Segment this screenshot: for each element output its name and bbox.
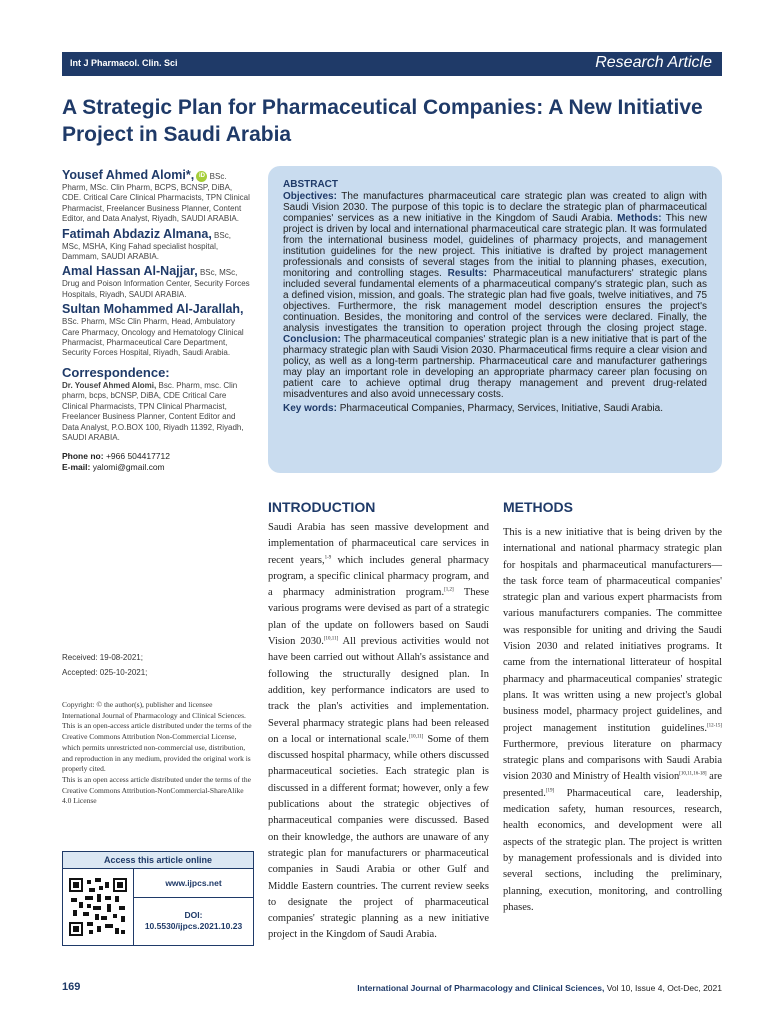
journal-header-bar	[62, 52, 722, 76]
author-entry	[62, 168, 250, 225]
intro-text: These various programs were devised as part of a strategic plan of the update on followers based on Saudi Vision 2030.	[268, 587, 489, 648]
correspondence-block	[62, 381, 250, 443]
methods-body	[503, 525, 722, 916]
author-details: BSc, MSc, MSHA, King Fahad specialist hospital, Dammam, SAUDI ARABIA.	[62, 230, 231, 262]
journal-url-link[interactable]: www.ijpcs.net	[133, 868, 253, 898]
methods-text: are presented.	[503, 771, 722, 799]
accepted-date: Accepted: 025-10-2021;	[62, 668, 148, 677]
author-entry	[62, 227, 250, 263]
author-name: Yousef Ahmed Alomi*,	[62, 168, 195, 182]
citation-ref[interactable]: [12-15]	[707, 723, 722, 729]
correspondence-heading: Correspondence:	[62, 364, 170, 380]
results-text: Pharmaceutical manufacturers' strategic plans included several fundamental elements of a pharmaceutical company's strategic plan, such as a defined vision, mission, and goals. The strategic plan had five goals, twelve initiatives, and 75 objectives. Furthermore, the risk management model description ensures the project's continuation. Besides, the monitoring and control of the services were declared. Finally, the analysis investigates the transition to operation project through the closing project stage.	[283, 268, 708, 334]
objectives-label: Objectives:	[283, 191, 337, 202]
objectives-text: The manufactures pharmaceutical care strategic plan was created to align with Saudi Vision 2030. The purpose of this topic is to declare the strategic plan of pharmaceutical companies' services as a new initiative in the Kingdom of Saudi Arabia.	[283, 191, 707, 224]
abstract-body	[283, 191, 707, 400]
access-article-box	[62, 851, 254, 946]
keywords-line	[283, 403, 707, 414]
license-text: This is an open access article distributed under the terms of the Creative Commons Attribution-NonCommercial-ShareAlike 4.0 License	[62, 774, 251, 806]
article-type-label: Research Article	[595, 54, 712, 71]
author-details: BSc. Pharm, MSc. Clin Pharm, BCPS, BCNSP, DiBA, CDE. Critical Care Clinical Pharmacists, TPN Clinical Pharmacist, Freelancer Business Planner, Content Editor, and Data Analyst, Riyadh, SAUDI ARABIA.	[62, 172, 250, 224]
orcid-icon[interactable]: iD	[196, 171, 207, 182]
copyright-text: Copyright: © the author(s), publisher and licensee International Journal of Pharmacology and Clinical Sciences. This is an open-access article distributed under the terms of the Creative Commons Attribution Non-Commercial License, which permits unrestricted non-commercial use, distribution, and reproduction in any medium, provided the original work is properly cited.	[62, 700, 252, 774]
methods-text: This new project is driven by local and international pharmaceutical care strategic plan. It was formulated from the international business model, guidelines of pharmacy projects, and management institution guidelines for the new project. This initiative is drafted by project management professionals and consists of several stages from the initial to planning phases, execution, monitoring and controlling stages.	[283, 213, 707, 279]
citation-ref[interactable]: [10,11]	[408, 734, 424, 740]
author-entry	[62, 264, 250, 300]
conclusion-text: The pharmaceutical companies' strategic plan is a new initiative that is part of the pharmacy strategic plan with Saudi Vision 2030. Pharmaceutical firms require a clear vision and policy, as well as a long-term partnership. Pharmaceutical care and manufacturer gatherings may play an important role in developing an appropriate pharmacy career plan focusing on patient care to achieve optimal drug therapy management and prevent drug-related misadventures and also avoid unnecessary costs.	[283, 334, 707, 400]
footer-journal-citation	[357, 983, 722, 993]
doi-link[interactable]	[133, 898, 253, 945]
doi-value: 10.5530/ijpcs.2021.10.23	[144, 921, 243, 931]
author-name: Sultan Mohammed Al-Jarallah,	[62, 302, 244, 317]
footer-journal-name: International Journal of Pharmacology and Clinical Sciences,	[357, 983, 605, 993]
citation-ref[interactable]: [19]	[545, 788, 555, 794]
phone-label: Phone no:	[62, 451, 104, 462]
correspondence-name: Dr. Yousef Ahmed Alomi,	[62, 380, 157, 390]
citation-ref[interactable]: [10,11,16-18]	[679, 771, 707, 777]
introduction-body	[268, 520, 489, 944]
intro-text: Some of them discussed hospital pharmacy, while others discussed pharmaceutical societies. Each strategic plan is discussed in a different format; however, only a few publications about the strategic objectives of pharmaceutical companies were discussed. Based on their knowledge, the authors are unaware of any strategic plan for manufacturers or pharmaceutical companies in Saudi Arabia or other Gulf and Middle Eastern countries. The current review seeks to designate the project of pharmaceutical companies' strategic planning as a new initiative project in the Kingdom of Saudi Arabia.	[268, 733, 489, 941]
citation-ref[interactable]: [10,11]	[323, 636, 339, 642]
qr-code-icon[interactable]	[69, 878, 127, 936]
methods-text: Pharmaceutical care, leadership, medication safety, human resources, research, health economics, and development were all aspects of the strategic plan. The project is written by management professionals and is divided into several sections, including the preliminary, planning, execution, monitoring, and controlling phases.	[503, 787, 722, 913]
email-label: E-mail:	[62, 462, 91, 473]
author-name: Amal Hassan Al-Najjar,	[62, 264, 198, 279]
author-entry	[62, 302, 250, 359]
page-number: 169	[62, 981, 81, 993]
methods-text: Furthermore, previous literature on pharmacy strategic plans and comparisons with Saudi Arabia vision 2030 and Ministry of Health vision	[503, 738, 722, 783]
correspondence-details: Bsc. Pharm, msc. Clin pharm, bcps, bCNSP, DiBA, CDE Critical Care Clinical Pharmacists, TPN Clinical Pharmacist, Freelancer Business Planner, Content Editor and Data Analyst, P.O.BOX 100, Riyadh 11392, Riyadh, SAUDI ARABIA.	[62, 380, 244, 442]
citation-ref[interactable]: 1-9	[324, 555, 332, 561]
abstract-heading: ABSTRACT	[283, 179, 338, 190]
phone-number: +966 504417712	[105, 451, 170, 462]
methods-heading: METHODS	[503, 499, 573, 515]
citation-ref[interactable]: [1,2]	[444, 587, 454, 593]
article-dates	[62, 650, 147, 680]
intro-text: Saudi Arabia has seen massive development and implementation of pharmaceutical care services in recent years,	[268, 522, 489, 566]
author-details: BSc, MSc, Drug and Poison Information Center, Security Forces Hospitals, Riyadh, SAUDI ARABIA.	[62, 268, 250, 299]
access-heading: Access this article online	[63, 852, 253, 869]
footer-issue: Vol 10, Issue 4, Oct-Dec, 2021	[604, 983, 722, 993]
email-link[interactable]: yalomi@gmail.com	[92, 462, 165, 473]
journal-abbreviation: Int J Pharmacol. Clin. Sci	[70, 58, 178, 68]
author-list	[62, 168, 250, 473]
received-date: Received: 19-08-2021;	[62, 653, 143, 662]
author-details: BSc. Pharm, MSc Clin Pharm, Head, Ambulatory Care Pharmacy, Oncology and Hematology Clinical Pharmacist, Pharmaceutical Care Department, Security Forces Hospital, Riyadh, Saudi Arabia.	[62, 317, 244, 358]
abstract-box	[268, 166, 722, 473]
intro-text: All previous activities would not have been carried out without Allah's assistance and following the structurally designed plan. In addition, key performance indicators are used to track the plan's activities and implementation. Several pharmacy strategic plans had been released on a local or international scale.	[268, 636, 489, 745]
article-title: A Strategic Plan for Pharmaceutical Companies: A New Initiative Project in Saudi Arabia	[62, 96, 703, 146]
author-name: Fatimah Abdaziz Almana,	[62, 226, 212, 241]
contact-info	[62, 451, 250, 473]
methods-label: Methods:	[617, 213, 662, 224]
intro-text: which includes general pharmacy program, a specific clinical pharmacy program, and a pharmacy administration program.	[268, 554, 489, 599]
keywords-text: Pharmaceutical Companies, Pharmacy, Services, Initiative, Saudi Arabia.	[339, 403, 663, 414]
conclusion-label: Conclusion:	[283, 334, 341, 345]
methods-text: This is a new initiative that is being driven by the international and national pharmacy strategic plan for hospitals and pharmaceutical manufacturers—the task force team of pharmaceutical companies' strategic plan and various expert pharmacists from various manufacturers companies. The committee was responsible for uniting and driving the Saudi Vision 2030 and related initiatives programs. It came from the international litterateur of hospital pharmacy and pharmaceutical companies' strategic plans. It was written using a new project's global business model, pharmacy project guidelines, and project management institution guidelines.	[503, 527, 722, 734]
copyright-notice	[62, 700, 252, 807]
introduction-heading: INTRODUCTION	[268, 499, 376, 515]
results-label: Results:	[447, 268, 488, 279]
keywords-label: Key words:	[283, 403, 337, 414]
doi-label: DOI:	[184, 910, 203, 920]
